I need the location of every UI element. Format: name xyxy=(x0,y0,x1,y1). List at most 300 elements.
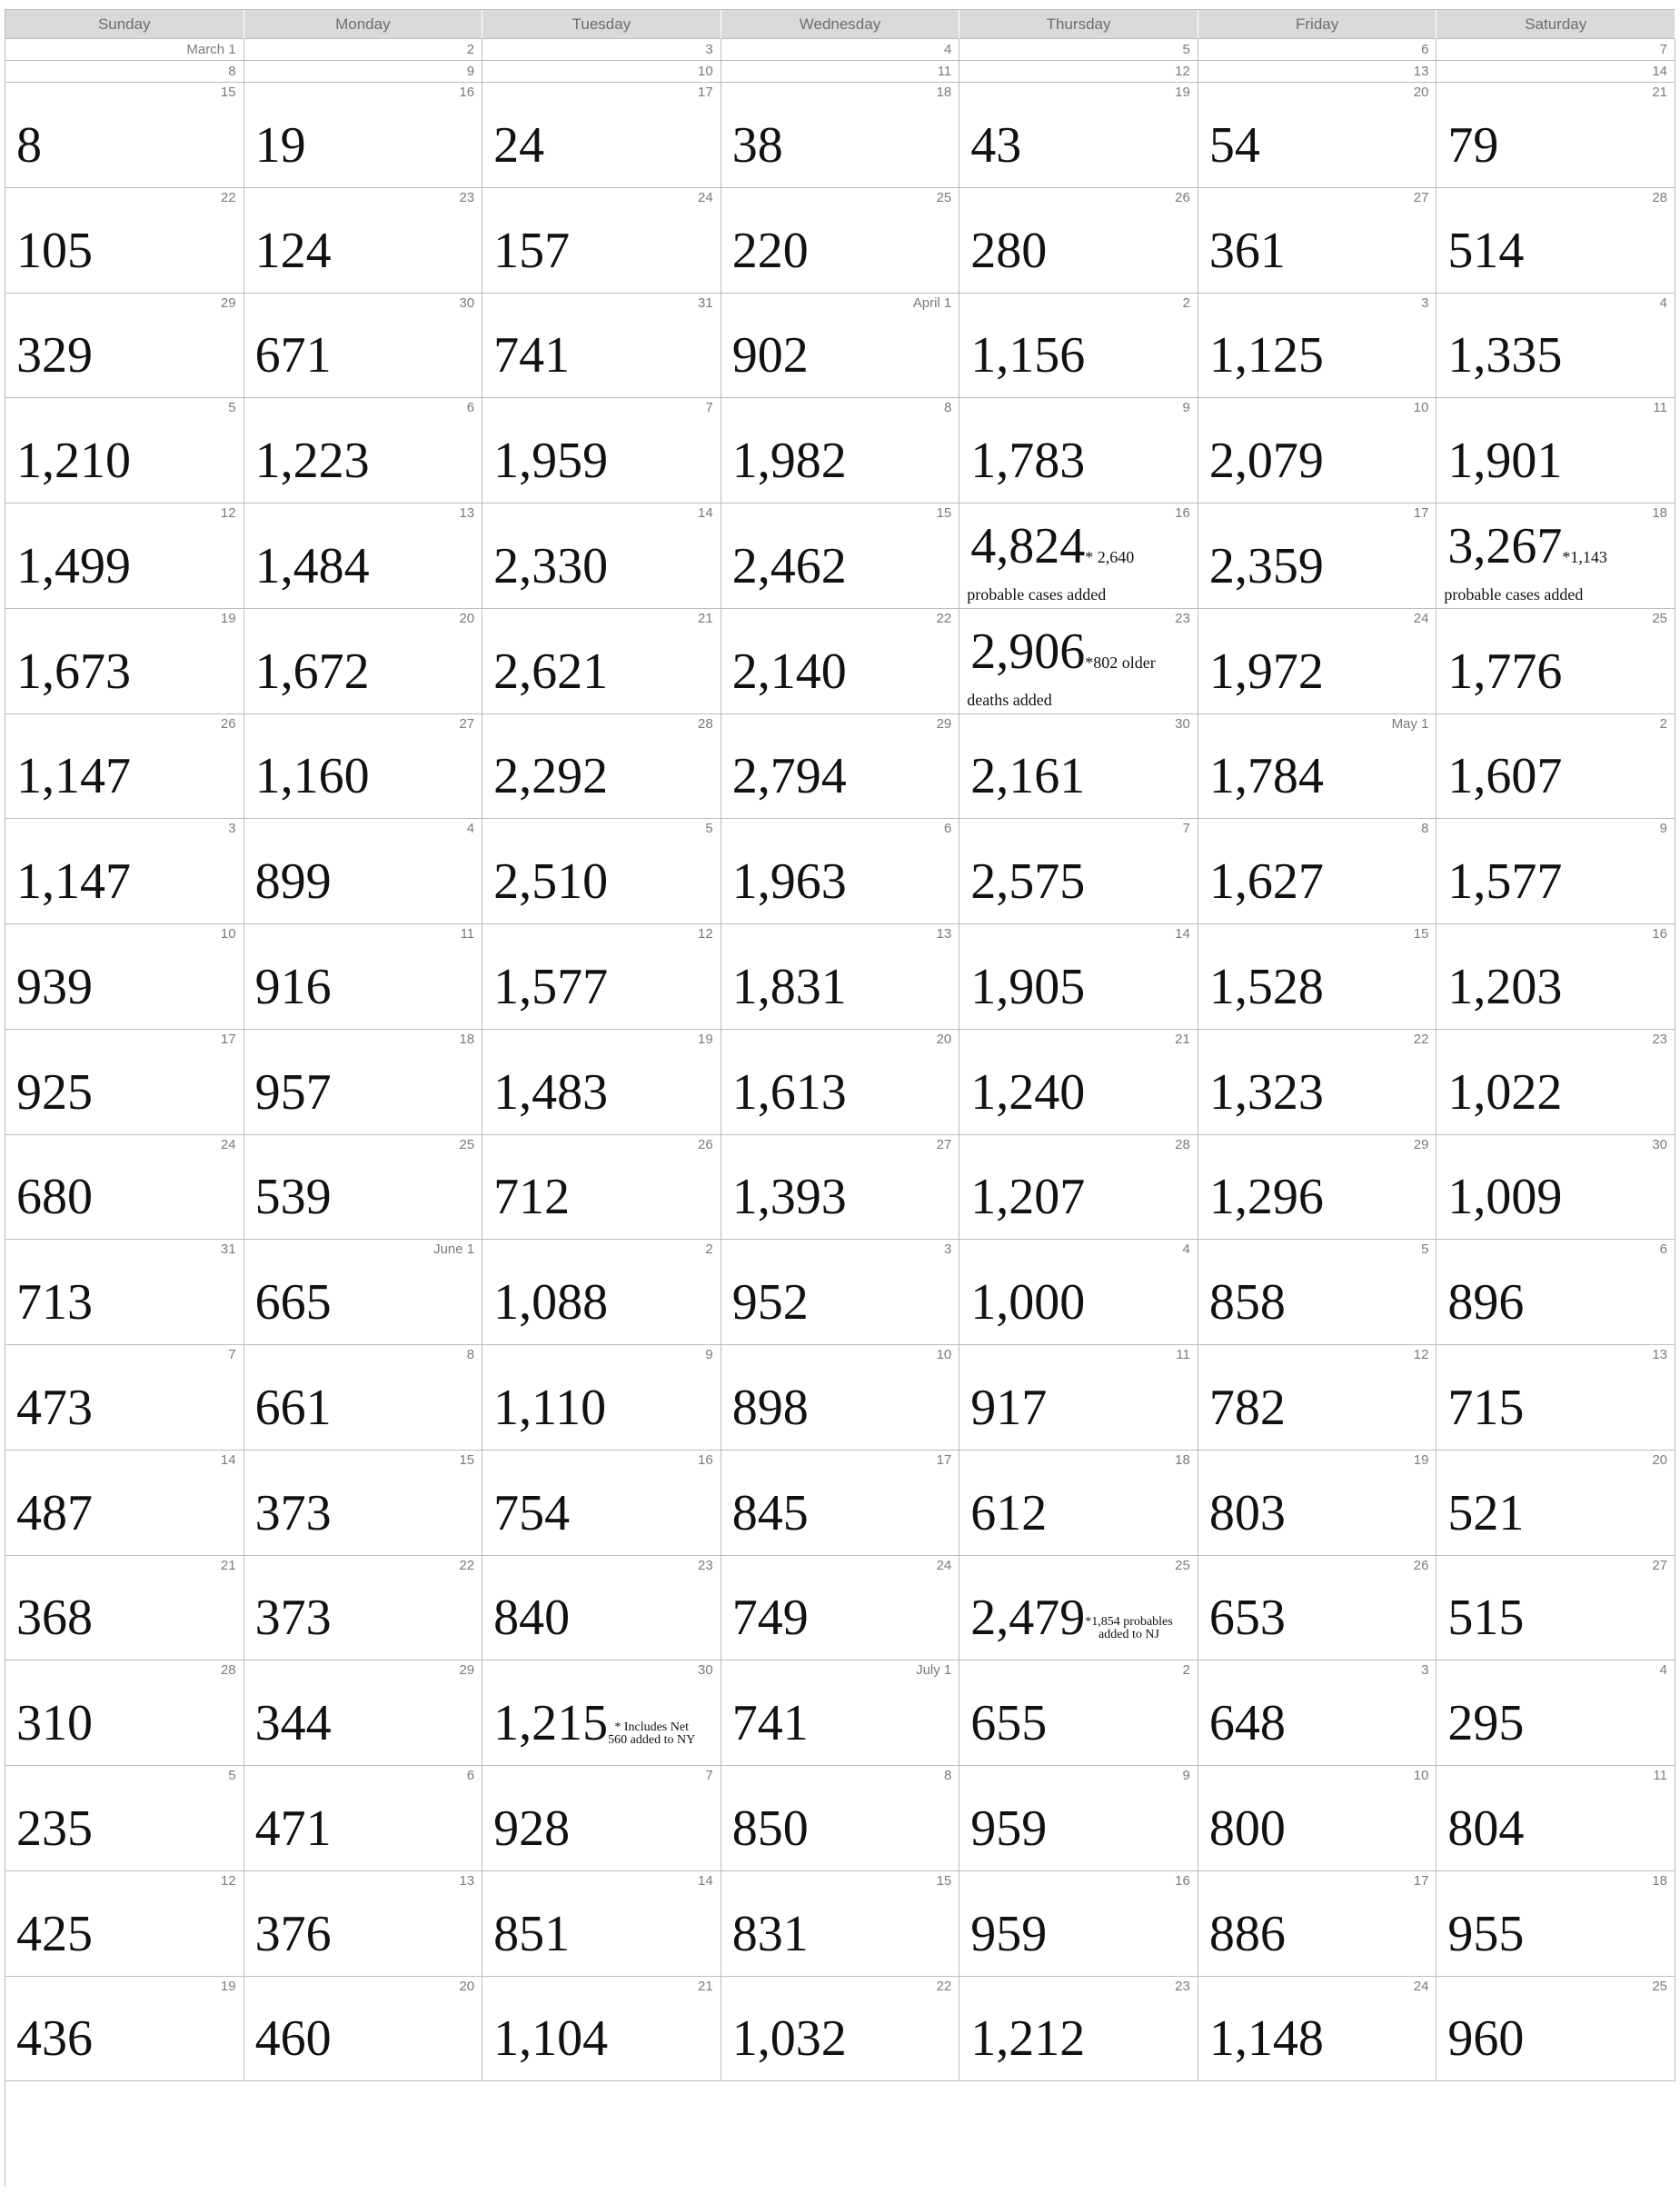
day-cell[interactable] xyxy=(959,1451,1198,1556)
day-cell[interactable] xyxy=(1436,1871,1675,1977)
day-cell[interactable] xyxy=(721,83,960,188)
daily-value xyxy=(493,1379,607,1436)
value-number: 280 xyxy=(970,222,1048,279)
day-cell[interactable] xyxy=(5,1030,244,1135)
day-cell[interactable] xyxy=(721,1240,960,1345)
daily-value xyxy=(731,1905,809,1962)
day-cell[interactable] xyxy=(959,61,1198,83)
day-cell[interactable] xyxy=(482,83,721,188)
daily-value xyxy=(731,1379,809,1436)
day-cell[interactable] xyxy=(244,504,483,609)
day-cell[interactable] xyxy=(1436,609,1675,714)
day-number: 24 xyxy=(1413,1978,1429,1994)
daily-value xyxy=(1208,1590,1286,1647)
daily-value xyxy=(254,853,332,910)
day-cell[interactable] xyxy=(1436,1240,1675,1345)
daily-value xyxy=(1208,853,1324,910)
daily-value xyxy=(1447,1905,1525,1962)
day-cell[interactable] xyxy=(721,1871,960,1977)
day-cell[interactable] xyxy=(244,398,483,504)
day-number: March 1 xyxy=(186,42,236,57)
day-number: 12 xyxy=(220,1872,236,1889)
day-cell[interactable] xyxy=(721,1556,960,1661)
day-cell[interactable] xyxy=(1436,188,1675,294)
day-cell[interactable] xyxy=(959,83,1198,188)
day-cell[interactable] xyxy=(244,1345,483,1451)
day-number: 8 xyxy=(228,64,236,79)
day-cell[interactable] xyxy=(721,61,960,83)
day-number: 23 xyxy=(1175,610,1190,626)
day-number: 27 xyxy=(1652,1557,1667,1573)
value-number: 2,479 xyxy=(970,1590,1086,1647)
day-cell[interactable] xyxy=(244,1556,483,1661)
day-cell[interactable] xyxy=(5,924,244,1030)
day-cell[interactable] xyxy=(1198,39,1437,61)
value-number: 925 xyxy=(16,1063,93,1121)
day-cell[interactable] xyxy=(1198,504,1437,609)
day-cell[interactable] xyxy=(721,1660,960,1766)
weekday-header: Monday xyxy=(244,10,483,39)
value-number: 4,824 xyxy=(970,517,1086,574)
day-cell[interactable] xyxy=(482,1766,721,1871)
day-cell[interactable] xyxy=(721,924,960,1030)
value-note-line: added to NJ xyxy=(1098,1628,1159,1642)
daily-value xyxy=(16,537,131,594)
day-cell[interactable] xyxy=(1198,1977,1437,2082)
day-cell[interactable] xyxy=(1198,83,1437,188)
day-cell[interactable] xyxy=(482,1240,721,1345)
day-cell[interactable] xyxy=(5,1451,244,1556)
day-cell[interactable] xyxy=(1436,714,1675,820)
day-number: 6 xyxy=(1421,42,1429,57)
day-cell[interactable] xyxy=(1436,1030,1675,1135)
value-number: 376 xyxy=(254,1905,332,1962)
day-number: 25 xyxy=(1175,1557,1190,1573)
daily-value xyxy=(1208,537,1324,594)
value-number: 939 xyxy=(16,958,93,1015)
value-note xyxy=(1085,1616,1172,1641)
value-number: 373 xyxy=(254,1484,332,1541)
day-cell[interactable] xyxy=(5,1766,244,1871)
day-number: 25 xyxy=(459,1136,475,1152)
day-number: 22 xyxy=(936,610,952,626)
day-cell[interactable] xyxy=(959,1871,1198,1977)
day-cell[interactable] xyxy=(959,1030,1198,1135)
day-cell[interactable] xyxy=(244,1977,483,2082)
day-cell[interactable] xyxy=(1198,1766,1437,1871)
daily-value xyxy=(970,2010,1086,2068)
day-cell[interactable] xyxy=(5,1556,244,1661)
day-cell[interactable] xyxy=(482,188,721,294)
daily-value xyxy=(970,433,1086,489)
value-number: 960 xyxy=(1447,2010,1525,2068)
day-cell[interactable] xyxy=(244,1871,483,1977)
value-number: 661 xyxy=(254,1379,332,1436)
value-number: 1,203 xyxy=(1447,958,1563,1015)
value-note: * 2,640 xyxy=(1085,547,1135,566)
daily-value xyxy=(16,327,93,384)
day-number: 3 xyxy=(228,821,236,837)
day-cell[interactable] xyxy=(1436,1660,1675,1766)
day-number: 6 xyxy=(466,1768,475,1783)
day-number: 19 xyxy=(220,1978,236,1994)
value-number: 741 xyxy=(493,327,571,384)
value-number: 515 xyxy=(1447,1590,1525,1647)
daily-value xyxy=(16,1379,93,1436)
day-cell[interactable] xyxy=(959,1240,1198,1345)
day-cell[interactable] xyxy=(959,1135,1198,1241)
day-number: 7 xyxy=(1182,821,1190,837)
daily-value xyxy=(1447,748,1563,805)
daily-value xyxy=(493,643,609,700)
day-number: 7 xyxy=(705,1768,713,1783)
value-note-line: * Includes Net xyxy=(614,1720,689,1734)
day-cell[interactable] xyxy=(482,1660,721,1766)
day-number: 24 xyxy=(936,1557,952,1573)
day-cell[interactable] xyxy=(1198,61,1437,83)
value-number: 1,104 xyxy=(493,2010,609,2068)
day-number: 7 xyxy=(705,400,713,416)
value-number: 896 xyxy=(1447,1274,1525,1331)
day-cell[interactable] xyxy=(482,61,721,83)
day-cell[interactable] xyxy=(959,1556,1198,1661)
day-cell[interactable] xyxy=(1436,398,1675,504)
day-number: 12 xyxy=(1175,64,1190,79)
value-number: 612 xyxy=(970,1484,1048,1541)
day-cell[interactable] xyxy=(482,1030,721,1135)
day-cell[interactable] xyxy=(5,1977,244,2082)
day-cell[interactable] xyxy=(1198,1345,1437,1451)
day-cell[interactable] xyxy=(721,1451,960,1556)
day-number: 5 xyxy=(228,400,236,416)
value-number: 1,613 xyxy=(731,1063,847,1121)
day-cell[interactable] xyxy=(721,504,960,609)
day-number: 2 xyxy=(466,42,475,57)
daily-value xyxy=(254,1590,332,1647)
day-cell[interactable] xyxy=(721,609,960,714)
day-cell[interactable] xyxy=(244,609,483,714)
value-number: 2,079 xyxy=(1208,433,1324,489)
daily-value xyxy=(16,1905,93,1962)
daily-value xyxy=(1208,958,1324,1015)
day-number: 14 xyxy=(698,1872,713,1889)
day-cell[interactable] xyxy=(721,188,960,294)
day-number: 26 xyxy=(220,715,236,732)
daily-value xyxy=(1208,1695,1286,1751)
day-cell[interactable] xyxy=(482,1556,721,1661)
day-cell[interactable] xyxy=(5,1135,244,1241)
day-cell[interactable] xyxy=(1436,924,1675,1030)
day-cell[interactable] xyxy=(5,1871,244,1977)
day-cell[interactable] xyxy=(244,1766,483,1871)
daily-value xyxy=(16,433,131,489)
daily-value xyxy=(1447,1484,1525,1541)
daily-value xyxy=(493,433,609,489)
day-cell[interactable] xyxy=(721,39,960,61)
day-cell[interactable] xyxy=(721,819,960,924)
daily-value xyxy=(731,1169,847,1226)
day-number: 18 xyxy=(1652,505,1667,521)
day-cell[interactable] xyxy=(721,1977,960,2082)
day-cell[interactable] xyxy=(5,39,244,61)
day-cell[interactable] xyxy=(1436,61,1675,83)
value-number: 840 xyxy=(493,1590,571,1647)
day-cell[interactable] xyxy=(482,294,721,399)
value-note-line: *1,854 probables xyxy=(1085,1615,1173,1630)
day-cell[interactable] xyxy=(959,39,1198,61)
daily-value xyxy=(1447,327,1563,384)
value-number: 1,577 xyxy=(493,958,609,1015)
day-cell[interactable] xyxy=(5,61,244,83)
day-cell[interactable] xyxy=(482,1345,721,1451)
value-number: 373 xyxy=(254,1590,332,1647)
day-cell[interactable] xyxy=(721,1030,960,1135)
day-cell[interactable] xyxy=(721,294,960,399)
daily-value xyxy=(1447,1063,1563,1121)
daily-value xyxy=(254,116,306,174)
day-cell[interactable] xyxy=(959,714,1198,820)
day-cell[interactable] xyxy=(1198,398,1437,504)
day-cell[interactable] xyxy=(244,188,483,294)
day-cell[interactable] xyxy=(959,1345,1198,1451)
day-cell[interactable] xyxy=(482,398,721,504)
day-cell[interactable] xyxy=(1198,1556,1437,1661)
day-cell[interactable] xyxy=(5,714,244,820)
day-cell[interactable] xyxy=(1198,819,1437,924)
day-cell[interactable] xyxy=(1436,1977,1675,2082)
value-number: 1,776 xyxy=(1447,643,1563,700)
day-cell[interactable] xyxy=(244,1240,483,1345)
day-cell[interactable] xyxy=(959,294,1198,399)
day-cell[interactable] xyxy=(5,819,244,924)
daily-value xyxy=(970,1379,1048,1436)
daily-value xyxy=(731,433,847,489)
day-cell[interactable] xyxy=(1198,294,1437,399)
day-cell[interactable] xyxy=(5,609,244,714)
daily-value xyxy=(254,1379,332,1436)
day-cell[interactable] xyxy=(244,61,483,83)
day-number: 30 xyxy=(1175,715,1190,732)
daily-value xyxy=(1447,1169,1563,1226)
day-number: 19 xyxy=(220,610,236,626)
day-cell[interactable] xyxy=(1436,294,1675,399)
value-number: 460 xyxy=(254,2010,332,2068)
day-number: 17 xyxy=(1413,505,1429,521)
day-cell[interactable] xyxy=(482,504,721,609)
daily-value xyxy=(493,2010,609,2068)
day-cell[interactable] xyxy=(244,1660,483,1766)
day-cell[interactable] xyxy=(1198,1135,1437,1241)
day-number: 24 xyxy=(698,189,713,205)
daily-value xyxy=(254,958,332,1015)
day-cell[interactable] xyxy=(482,1871,721,1977)
day-cell[interactable] xyxy=(244,1135,483,1241)
daily-value xyxy=(493,1695,696,1751)
day-number: 18 xyxy=(1175,1451,1190,1468)
day-number: 31 xyxy=(220,1242,236,1258)
day-number: 30 xyxy=(459,294,475,311)
day-cell[interactable] xyxy=(1198,1240,1437,1345)
day-cell[interactable] xyxy=(721,714,960,820)
day-cell[interactable] xyxy=(959,924,1198,1030)
day-cell[interactable] xyxy=(5,83,244,188)
day-number: 22 xyxy=(459,1557,475,1573)
day-number: 17 xyxy=(220,1031,236,1047)
day-cell[interactable] xyxy=(1198,924,1437,1030)
day-cell[interactable] xyxy=(5,1660,244,1766)
day-cell[interactable] xyxy=(244,1030,483,1135)
day-number: 20 xyxy=(1413,85,1429,100)
day-cell[interactable] xyxy=(482,924,721,1030)
day-cell[interactable] xyxy=(1436,504,1675,609)
day-cell[interactable] xyxy=(5,504,244,609)
day-cell[interactable] xyxy=(1436,39,1675,61)
day-number: 3 xyxy=(705,42,713,57)
day-cell[interactable] xyxy=(5,1240,244,1345)
daily-value xyxy=(493,1169,571,1226)
day-cell[interactable] xyxy=(721,1135,960,1241)
day-cell[interactable] xyxy=(1198,714,1437,820)
daily-value xyxy=(254,327,332,384)
day-cell[interactable] xyxy=(482,819,721,924)
day-cell[interactable] xyxy=(482,714,721,820)
day-cell[interactable] xyxy=(5,188,244,294)
day-cell[interactable] xyxy=(244,83,483,188)
value-number: 471 xyxy=(254,1800,332,1857)
value-number: 2,161 xyxy=(970,748,1086,805)
day-cell[interactable] xyxy=(5,398,244,504)
day-cell[interactable] xyxy=(959,1766,1198,1871)
day-number: 21 xyxy=(1652,85,1667,100)
day-number: 6 xyxy=(943,821,952,837)
value-number: 665 xyxy=(254,1274,332,1331)
day-number: 28 xyxy=(1652,189,1667,205)
day-cell[interactable] xyxy=(1436,819,1675,924)
day-cell[interactable] xyxy=(482,609,721,714)
value-number: 361 xyxy=(1208,222,1286,279)
daily-value xyxy=(731,958,847,1015)
day-cell[interactable] xyxy=(482,1977,721,2082)
day-number: 25 xyxy=(936,189,952,205)
value-number: 2,794 xyxy=(731,748,847,805)
day-cell[interactable] xyxy=(244,714,483,820)
day-cell[interactable] xyxy=(5,294,244,399)
day-cell[interactable] xyxy=(721,398,960,504)
day-cell[interactable] xyxy=(1436,1135,1675,1241)
day-cell[interactable] xyxy=(244,819,483,924)
daily-value xyxy=(970,1800,1048,1857)
day-number: 4 xyxy=(466,821,475,837)
value-number: 800 xyxy=(1208,1800,1286,1857)
day-cell[interactable] xyxy=(721,1766,960,1871)
day-cell[interactable] xyxy=(244,924,483,1030)
day-number: 17 xyxy=(698,85,713,100)
day-number: 21 xyxy=(698,1978,713,1994)
day-cell[interactable] xyxy=(244,294,483,399)
weekday-header: Wednesday xyxy=(721,10,960,39)
day-number: 14 xyxy=(698,505,713,521)
day-number: 4 xyxy=(943,42,952,57)
day-number: 27 xyxy=(459,715,475,732)
daily-value xyxy=(970,623,1156,680)
daily-value xyxy=(16,1063,93,1121)
day-cell[interactable] xyxy=(959,1977,1198,2082)
value-number: 329 xyxy=(16,327,93,384)
daily-value xyxy=(970,1590,1173,1647)
daily-value xyxy=(1447,1274,1525,1331)
value-number: 436 xyxy=(16,2010,93,2068)
day-cell[interactable] xyxy=(1436,1451,1675,1556)
day-number: 13 xyxy=(459,505,475,521)
value-number: 1,393 xyxy=(731,1169,847,1226)
day-cell[interactable] xyxy=(959,819,1198,924)
day-number: 17 xyxy=(1413,1872,1429,1889)
value-number: 754 xyxy=(493,1484,571,1541)
day-cell[interactable] xyxy=(1198,1871,1437,1977)
day-number: 20 xyxy=(459,1978,475,1994)
value-number: 54 xyxy=(1208,116,1260,174)
day-cell[interactable] xyxy=(721,1345,960,1451)
day-cell[interactable] xyxy=(1436,1766,1675,1871)
daily-value xyxy=(970,1905,1048,1962)
day-cell[interactable] xyxy=(959,188,1198,294)
daily-value xyxy=(1447,1379,1525,1436)
day-cell[interactable] xyxy=(959,1660,1198,1766)
value-number: 514 xyxy=(1447,222,1525,279)
day-cell[interactable] xyxy=(1198,609,1437,714)
day-number: 29 xyxy=(936,715,952,732)
day-number: 18 xyxy=(459,1031,475,1047)
daily-value xyxy=(493,748,609,805)
day-cell[interactable] xyxy=(959,609,1198,714)
value-number: 2,906 xyxy=(970,623,1086,680)
value-number: 1,022 xyxy=(1447,1063,1563,1121)
day-cell[interactable] xyxy=(1198,1660,1437,1766)
daily-value xyxy=(16,1484,93,1541)
value-number: 1,673 xyxy=(16,643,131,700)
daily-value xyxy=(970,748,1086,805)
day-cell[interactable] xyxy=(959,504,1198,609)
value-number: 473 xyxy=(16,1379,93,1436)
value-number: 1,212 xyxy=(970,2010,1086,2068)
day-number: 25 xyxy=(1652,610,1667,626)
day-number: May 1 xyxy=(1391,715,1429,732)
day-cell[interactable] xyxy=(244,39,483,61)
day-cell[interactable] xyxy=(5,1345,244,1451)
day-cell[interactable] xyxy=(1436,1556,1675,1661)
daily-value xyxy=(16,116,42,174)
day-cell[interactable] xyxy=(1436,1345,1675,1451)
day-cell[interactable] xyxy=(1198,1030,1437,1135)
day-cell[interactable] xyxy=(244,1451,483,1556)
day-number: 13 xyxy=(936,926,952,942)
day-cell[interactable] xyxy=(1198,1451,1437,1556)
day-cell[interactable] xyxy=(1436,83,1675,188)
value-number: 959 xyxy=(970,1905,1048,1962)
day-cell[interactable] xyxy=(482,1135,721,1241)
day-cell[interactable] xyxy=(959,398,1198,504)
day-number: 3 xyxy=(1421,1662,1429,1679)
value-number: 2,575 xyxy=(970,853,1086,910)
day-cell[interactable] xyxy=(1198,188,1437,294)
day-cell[interactable] xyxy=(482,1451,721,1556)
day-cell[interactable] xyxy=(482,39,721,61)
daily-value xyxy=(1447,433,1563,489)
day-number: 12 xyxy=(220,505,236,521)
value-number: 898 xyxy=(731,1379,809,1436)
value-number: 2,462 xyxy=(731,537,847,594)
value-number: 8 xyxy=(16,116,42,174)
